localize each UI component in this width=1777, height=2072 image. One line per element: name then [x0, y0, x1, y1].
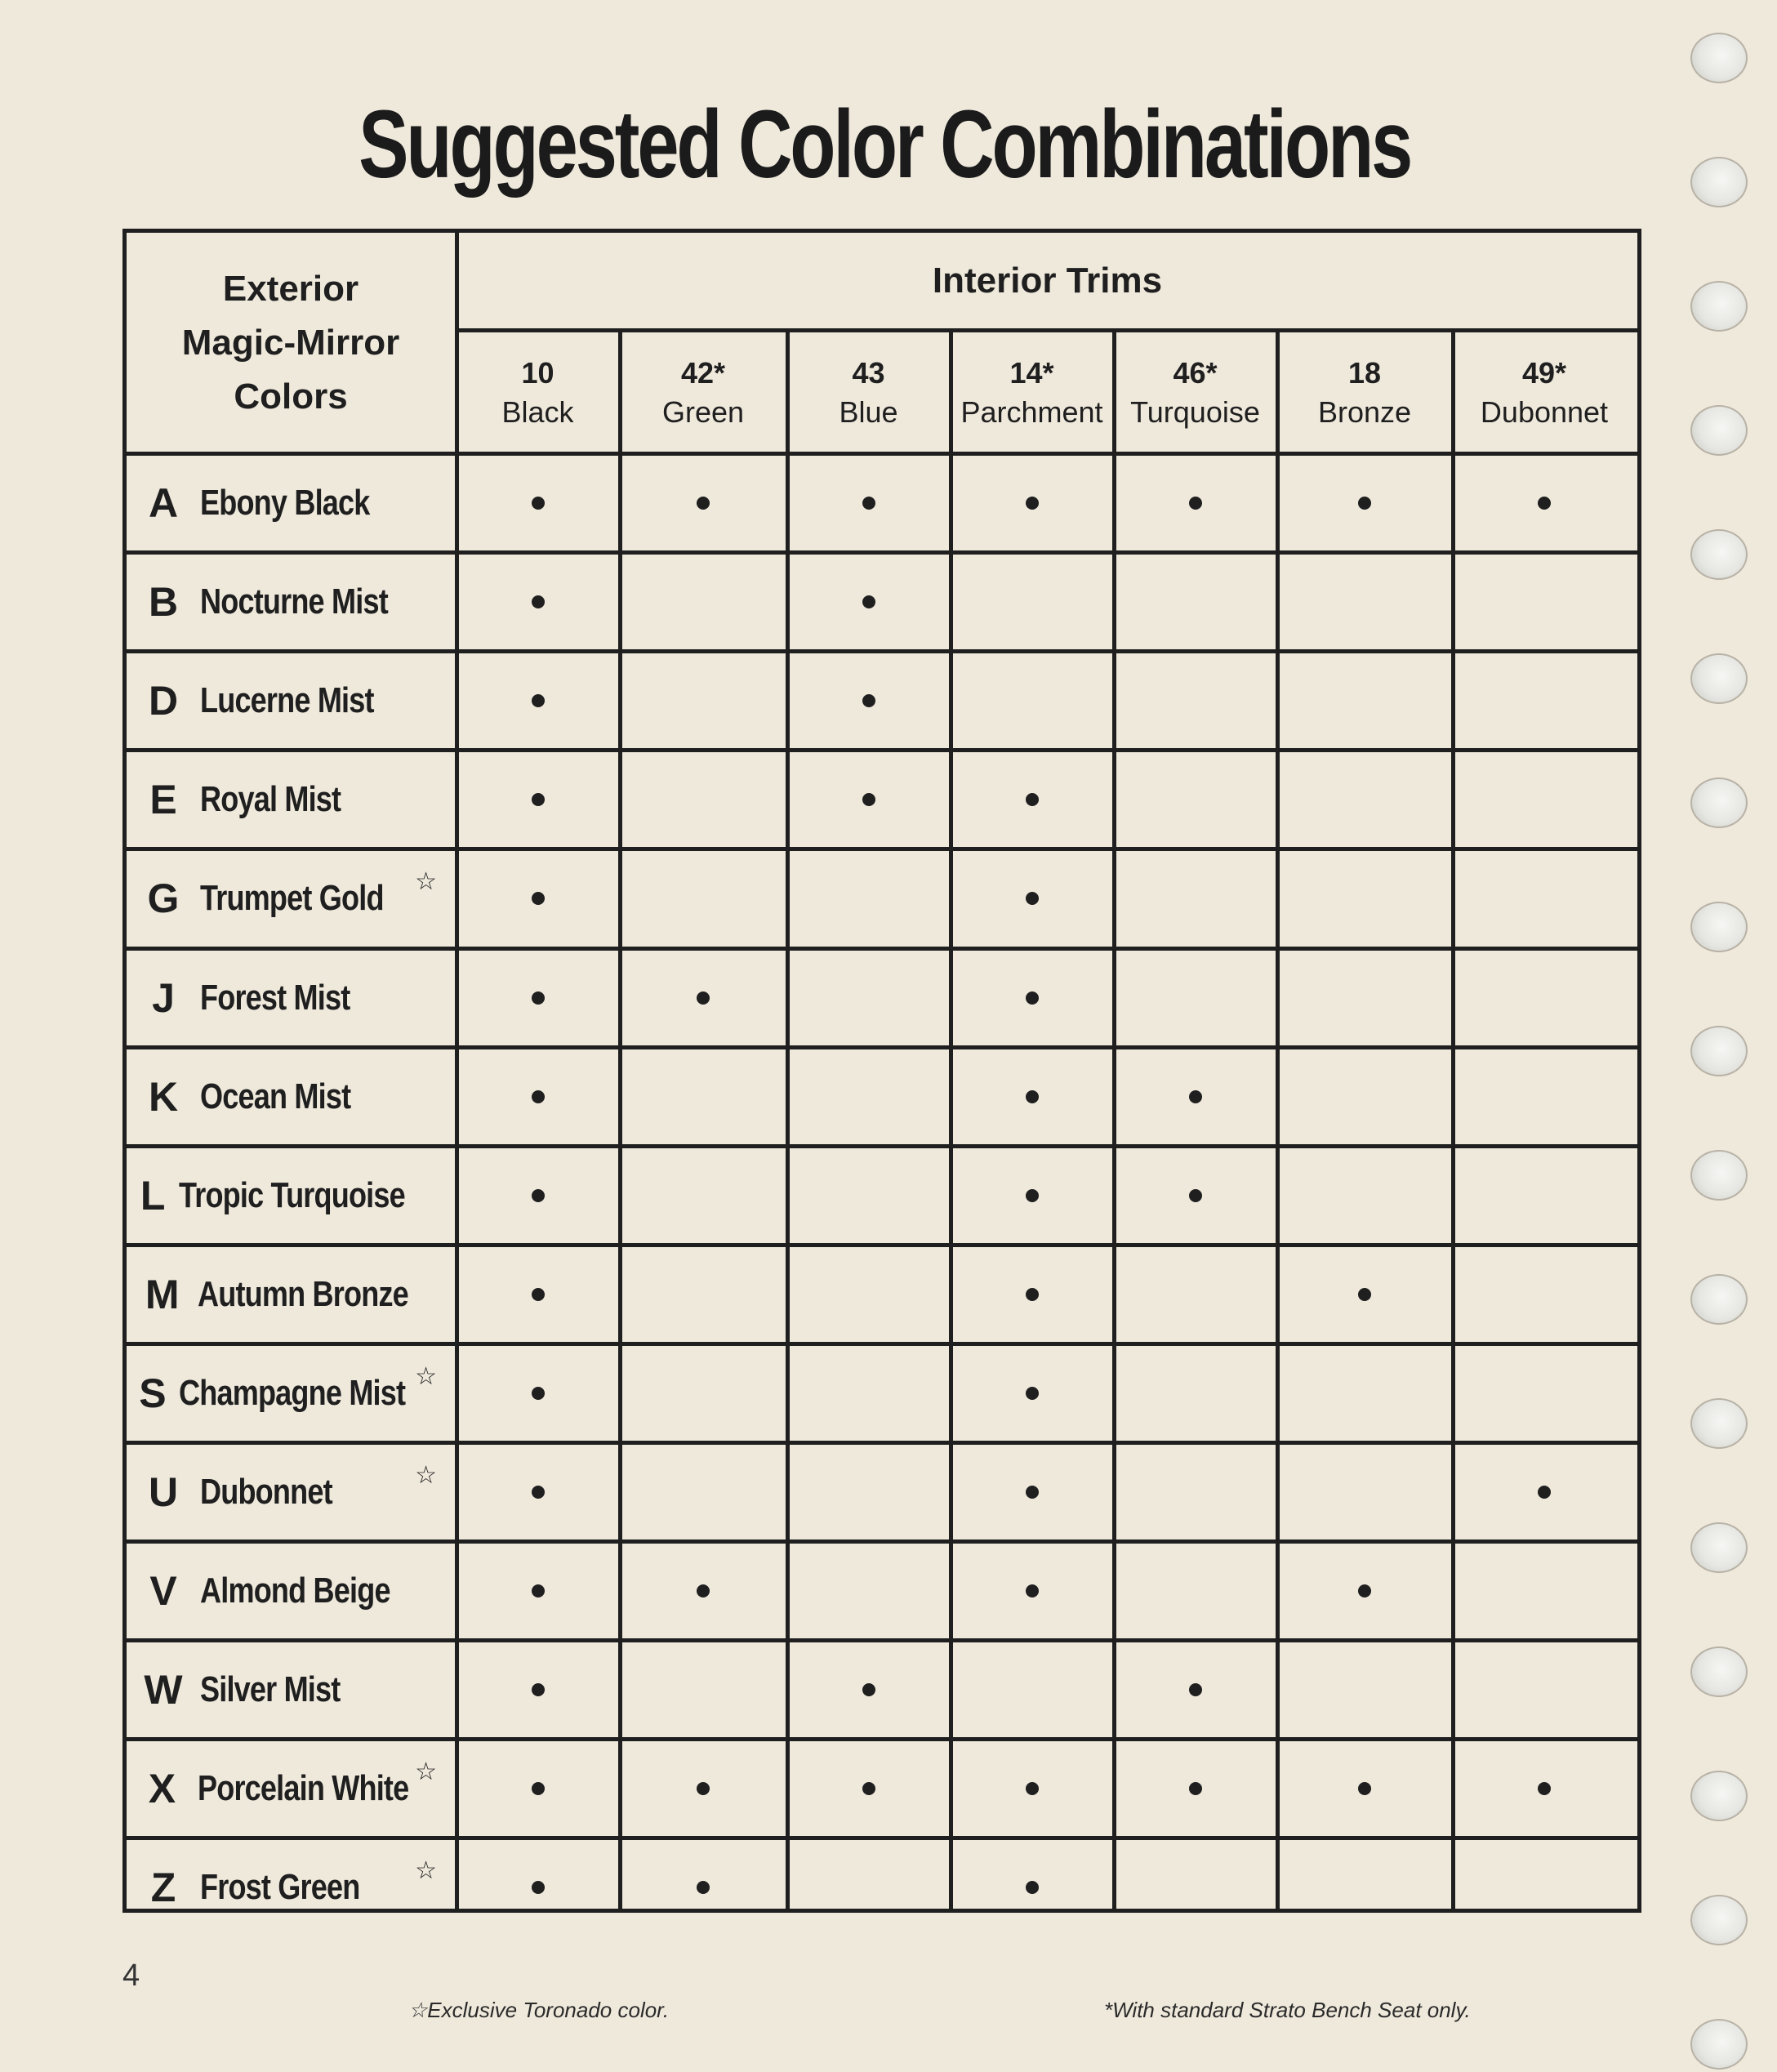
combination-cell — [1278, 1346, 1451, 1441]
combination-cell — [621, 1445, 786, 1540]
available-dot-icon — [1189, 1189, 1202, 1202]
available-dot-icon — [1189, 497, 1202, 510]
combination-cell — [1278, 456, 1451, 550]
combination-cell — [951, 752, 1112, 847]
color-combination-table — [122, 229, 1641, 1913]
combination-cell — [951, 1247, 1112, 1342]
available-dot-icon — [532, 793, 545, 806]
available-dot-icon — [532, 892, 545, 905]
combination-cell — [1454, 1840, 1635, 1935]
combination-cell — [457, 951, 618, 1045]
available-dot-icon — [1189, 1090, 1202, 1103]
combination-cell — [1115, 851, 1276, 946]
available-dot-icon — [697, 1881, 710, 1894]
color-code-letter: K — [148, 1073, 179, 1120]
color-name: Frost Green — [200, 1867, 360, 1908]
combination-cell — [1115, 1840, 1276, 1935]
trim-code: 42* — [680, 356, 726, 390]
combination-cell — [621, 1840, 786, 1935]
available-dot-icon — [862, 595, 875, 608]
combination-cell — [1278, 1049, 1451, 1144]
combination-cell — [1454, 1049, 1635, 1144]
color-name: Champagne Mist — [178, 1372, 406, 1413]
exterior-color-row-label — [127, 752, 455, 847]
combination-cell — [951, 1346, 1112, 1441]
combination-cell — [621, 1148, 786, 1243]
binder-hole — [1690, 405, 1748, 456]
combination-cell — [621, 851, 786, 946]
trim-name: Turquoise — [1130, 395, 1260, 429]
available-dot-icon — [1538, 497, 1551, 510]
binder-hole — [1690, 1771, 1748, 1821]
available-dot-icon — [1026, 1881, 1039, 1894]
available-dot-icon — [532, 694, 545, 707]
binder-hole — [1690, 778, 1748, 828]
combination-cell — [1454, 1346, 1635, 1441]
combination-cell — [621, 1346, 786, 1441]
available-dot-icon — [697, 1782, 710, 1795]
color-code-letter: J — [152, 974, 175, 1021]
combination-cell — [951, 1642, 1112, 1737]
exterior-colors-header — [127, 233, 455, 453]
combination-cell — [457, 1741, 618, 1836]
available-dot-icon — [1189, 1782, 1202, 1795]
available-dot-icon — [697, 497, 710, 510]
color-name: Forest Mist — [200, 977, 350, 1018]
available-dot-icon — [1358, 497, 1371, 510]
combination-cell — [788, 1445, 949, 1540]
available-dot-icon — [1026, 991, 1039, 1005]
trim-header — [1454, 332, 1635, 453]
color-name: Ocean Mist — [200, 1076, 351, 1116]
exclusive-star-icon: ☆ — [415, 1758, 437, 1786]
color-code-letter: Z — [150, 1865, 176, 1911]
color-code-letter: W — [144, 1667, 183, 1713]
trim-header — [1278, 332, 1451, 453]
combination-cell — [788, 1247, 949, 1342]
available-dot-icon — [1026, 1189, 1039, 1202]
available-dot-icon — [1026, 1387, 1039, 1400]
available-dot-icon — [862, 694, 875, 707]
available-dot-icon — [697, 991, 710, 1005]
combination-cell — [951, 1840, 1112, 1935]
color-name: Tropic Turquoise — [179, 1174, 406, 1215]
combination-cell — [621, 1544, 786, 1638]
color-name: Dubonnet — [200, 1472, 332, 1513]
binder-hole — [1690, 902, 1748, 952]
combination-cell — [1454, 1247, 1635, 1342]
exclusive-star-icon: ☆ — [415, 868, 437, 896]
combination-cell — [621, 1642, 786, 1737]
exterior-color-row-label — [127, 1642, 455, 1737]
combination-cell — [1278, 653, 1451, 748]
available-dot-icon — [1358, 1584, 1371, 1597]
color-code-letter: G — [147, 876, 180, 922]
combination-cell — [1278, 1247, 1451, 1342]
combination-cell — [457, 1840, 618, 1935]
binder-hole — [1690, 529, 1748, 580]
combination-cell — [951, 1148, 1112, 1243]
color-name: Silver Mist — [200, 1669, 341, 1710]
combination-cell — [621, 1247, 786, 1342]
trim-name: Green — [661, 395, 745, 429]
color-code-letter: E — [149, 777, 177, 823]
combination-cell — [1115, 1049, 1276, 1144]
binder-hole — [1690, 1522, 1748, 1573]
combination-cell — [1115, 1544, 1276, 1638]
exclusive-star-icon: ☆ — [415, 1462, 437, 1489]
combination-cell — [1115, 1247, 1276, 1342]
combination-cell — [1115, 1148, 1276, 1243]
combination-cell — [1454, 1148, 1635, 1243]
footnote-bench-seat: *With standard Strato Bench Seat only. — [1104, 1998, 1471, 2022]
binder-hole — [1690, 653, 1748, 704]
combination-cell — [457, 1049, 618, 1144]
combination-cell — [788, 1741, 949, 1836]
available-dot-icon — [532, 1881, 545, 1894]
combination-cell — [1278, 951, 1451, 1045]
available-dot-icon — [532, 1782, 545, 1795]
combination-cell — [1115, 951, 1276, 1045]
combination-cell — [621, 456, 786, 550]
exterior-color-row-label — [127, 555, 455, 649]
trim-code: 18 — [1347, 356, 1382, 390]
available-dot-icon — [532, 595, 545, 608]
combination-cell — [1454, 752, 1635, 847]
combination-cell — [1454, 1445, 1635, 1540]
combination-cell — [788, 555, 949, 649]
exterior-color-row-label — [127, 1741, 455, 1836]
combination-cell — [1454, 555, 1635, 649]
color-code-letter: S — [139, 1370, 167, 1416]
color-name: Autumn Bronze — [198, 1273, 409, 1314]
combination-cell — [621, 653, 786, 748]
page-title: Suggested Color Combinations — [359, 91, 1411, 198]
exterior-header-line: Magic-Mirror — [181, 323, 400, 363]
exterior-color-row-label — [127, 851, 455, 946]
trim-header — [457, 332, 618, 453]
binder-hole — [1690, 1026, 1748, 1076]
combination-cell — [951, 1049, 1112, 1144]
color-code-letter: D — [148, 678, 179, 724]
combination-cell — [457, 1148, 618, 1243]
combination-cell — [457, 1642, 618, 1737]
available-dot-icon — [862, 793, 875, 806]
exclusive-star-icon: ☆ — [415, 1362, 437, 1390]
available-dot-icon — [1538, 1486, 1551, 1499]
color-name: Nocturne Mist — [200, 581, 388, 622]
exterior-color-row-label — [127, 653, 455, 748]
combination-cell — [951, 951, 1112, 1045]
binder-hole — [1690, 1274, 1748, 1325]
binder-hole — [1690, 1646, 1748, 1697]
color-code-letter: M — [145, 1271, 180, 1317]
available-dot-icon — [532, 1189, 545, 1202]
combination-cell — [788, 1544, 949, 1638]
available-dot-icon — [532, 497, 545, 510]
available-dot-icon — [532, 1584, 545, 1597]
footnote-exclusive: ☆Exclusive Toronado color. — [408, 1998, 670, 2022]
combination-cell — [788, 456, 949, 550]
combination-cell — [457, 555, 618, 649]
available-dot-icon — [1026, 1090, 1039, 1103]
trim-name: Blue — [839, 395, 898, 429]
available-dot-icon — [532, 1683, 545, 1696]
trim-name: Dubonnet — [1480, 395, 1609, 429]
available-dot-icon — [1189, 1683, 1202, 1696]
binder-hole — [1690, 2019, 1748, 2070]
color-name: Porcelain White — [197, 1768, 409, 1809]
combination-cell — [788, 1840, 949, 1935]
available-dot-icon — [1538, 1782, 1551, 1795]
color-name: Ebony Black — [200, 483, 370, 524]
combination-cell — [457, 851, 618, 946]
combination-cell — [788, 951, 949, 1045]
combination-cell — [1278, 1642, 1451, 1737]
combination-cell — [788, 851, 949, 946]
combination-cell — [1278, 555, 1451, 649]
available-dot-icon — [1026, 1288, 1039, 1301]
available-dot-icon — [532, 991, 545, 1005]
combination-cell — [1278, 1544, 1451, 1638]
available-dot-icon — [1026, 1782, 1039, 1795]
combination-cell — [951, 1544, 1112, 1638]
exterior-color-row-label — [127, 1840, 455, 1935]
color-name: Lucerne Mist — [200, 680, 374, 721]
combination-cell — [1454, 456, 1635, 550]
combination-cell — [621, 951, 786, 1045]
combination-cell — [788, 1642, 949, 1737]
combination-cell — [951, 1741, 1112, 1836]
trim-header — [621, 332, 786, 453]
combination-cell — [1278, 1741, 1451, 1836]
binder-hole — [1690, 33, 1748, 83]
color-name: Trumpet Gold — [200, 878, 384, 919]
trim-header — [788, 332, 949, 453]
color-code-letter: V — [149, 1568, 177, 1615]
available-dot-icon — [1358, 1288, 1371, 1301]
binder-hole — [1690, 1398, 1748, 1449]
combination-cell — [1454, 1544, 1635, 1638]
trim-code: 43 — [852, 356, 885, 390]
available-dot-icon — [1026, 497, 1039, 510]
combination-cell — [457, 1544, 618, 1638]
combination-cell — [1115, 1741, 1276, 1836]
trim-name: Black — [501, 395, 574, 429]
trim-code: 10 — [521, 356, 554, 390]
binder-hole — [1690, 281, 1748, 332]
exterior-color-row-label — [127, 1049, 455, 1144]
combination-cell — [621, 555, 786, 649]
available-dot-icon — [532, 1486, 545, 1499]
available-dot-icon — [862, 497, 875, 510]
combination-cell — [951, 653, 1112, 748]
color-code-letter: U — [148, 1469, 179, 1516]
combination-cell — [1278, 1148, 1451, 1243]
available-dot-icon — [1358, 1782, 1371, 1795]
available-dot-icon — [862, 1782, 875, 1795]
combination-cell — [457, 653, 618, 748]
exterior-color-row-label — [127, 951, 455, 1045]
trim-name: Parchment — [960, 395, 1103, 429]
available-dot-icon — [697, 1584, 710, 1597]
exclusive-star-icon: ☆ — [415, 1857, 437, 1885]
combination-cell — [788, 1049, 949, 1144]
combination-cell — [1454, 1741, 1635, 1836]
binder-hole — [1690, 1895, 1748, 1945]
combination-cell — [1454, 851, 1635, 946]
available-dot-icon — [532, 1090, 545, 1103]
page-number: 4 — [122, 1958, 140, 1993]
combination-cell — [788, 752, 949, 847]
combination-cell — [1278, 1445, 1451, 1540]
combination-cell — [1115, 456, 1276, 550]
interior-trims-header: Interior Trims — [932, 260, 1163, 301]
color-code-letter: A — [148, 480, 179, 527]
combination-cell — [621, 752, 786, 847]
combination-cell — [951, 555, 1112, 649]
combination-cell — [1454, 951, 1635, 1045]
available-dot-icon — [1026, 892, 1039, 905]
combination-cell — [457, 1445, 618, 1540]
available-dot-icon — [1026, 793, 1039, 806]
color-code-letter: L — [140, 1172, 166, 1219]
combination-cell — [951, 1445, 1112, 1540]
combination-cell — [1278, 1840, 1451, 1935]
combination-cell — [457, 752, 618, 847]
combination-cell — [457, 1247, 618, 1342]
combination-cell — [1278, 752, 1451, 847]
combination-cell — [1278, 851, 1451, 946]
color-name: Almond Beige — [200, 1571, 390, 1611]
combination-cell — [457, 1346, 618, 1441]
trim-code: 14* — [1009, 356, 1054, 390]
exterior-color-row-label — [127, 1544, 455, 1638]
available-dot-icon — [1026, 1584, 1039, 1597]
available-dot-icon — [532, 1288, 545, 1301]
trim-name: Bronze — [1317, 395, 1412, 429]
trim-code: 49* — [1521, 356, 1567, 390]
combination-cell — [621, 1049, 786, 1144]
binder-hole — [1690, 1150, 1748, 1201]
trim-header — [951, 332, 1112, 453]
combination-cell — [788, 653, 949, 748]
exterior-color-row-label — [127, 1148, 455, 1243]
combination-cell — [1115, 1445, 1276, 1540]
combination-cell — [1115, 1346, 1276, 1441]
available-dot-icon — [862, 1683, 875, 1696]
combination-cell — [788, 1346, 949, 1441]
combination-cell — [1115, 752, 1276, 847]
available-dot-icon — [1026, 1486, 1039, 1499]
exterior-header-line: Exterior — [222, 269, 359, 309]
combination-cell — [951, 456, 1112, 550]
color-name: Royal Mist — [200, 779, 341, 820]
exterior-header-line: Colors — [234, 377, 348, 417]
combination-cell — [1115, 1642, 1276, 1737]
color-code-letter: B — [148, 579, 179, 626]
combination-cell — [788, 1148, 949, 1243]
combination-cell — [1454, 1642, 1635, 1737]
exterior-color-row-label — [127, 1445, 455, 1540]
color-code-letter: X — [148, 1766, 176, 1812]
trim-header — [1115, 332, 1276, 453]
combination-cell — [1454, 653, 1635, 748]
combination-cell — [621, 1741, 786, 1836]
combination-cell — [1115, 555, 1276, 649]
exterior-color-row-label — [127, 456, 455, 550]
combination-cell — [457, 456, 618, 550]
combination-cell — [951, 851, 1112, 946]
exterior-color-row-label — [127, 1247, 455, 1342]
available-dot-icon — [532, 1387, 545, 1400]
trim-code: 46* — [1173, 356, 1218, 390]
binder-hole — [1690, 157, 1748, 207]
combination-cell — [1115, 653, 1276, 748]
exterior-color-row-label — [127, 1346, 455, 1441]
